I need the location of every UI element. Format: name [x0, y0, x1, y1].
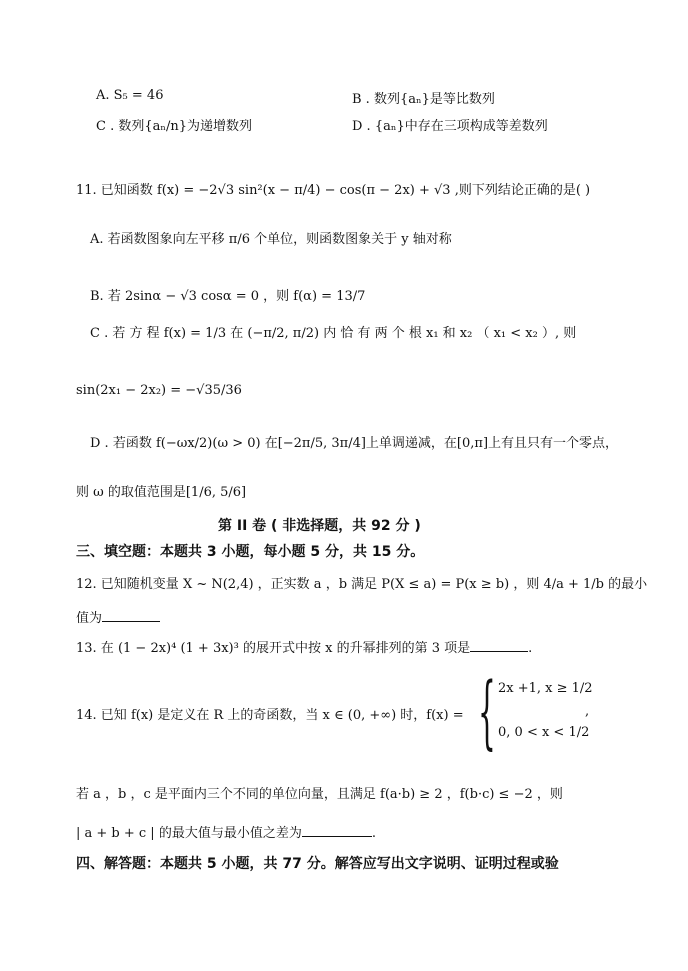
part2-title: 第 II 卷 ( 非选择题，共 92 分 ) [218, 518, 421, 534]
q10-option-d: D . {aₙ}中存在三项构成等差数列 [352, 119, 548, 134]
q12-line1: 12. 已知随机变量 X ~ N(2,4) ，正实数 a ，b 满足 P(X ≤ a) = P(x ≥ b) ，则 4/a + 1/b 的最小 [76, 577, 648, 592]
q11-option-a: A. 若函数图象向左平移 π/6 个单位，则函数图象关于 y 轴对称 [90, 232, 452, 247]
q13-text: 13. 在 (1 − 2x)⁴ (1 + 3x)³ 的展开式中按 x 的升幂排列的第 3 项是 [76, 641, 471, 656]
q11-stem: 11. 已知函数 f(x) = −2√3 sin²(x − π/4) − cos(π − 2x) + √3 ,则下列结论正确的是( ) [76, 183, 591, 198]
q12-line2 [76, 607, 160, 626]
q11-option-d-line1: D . 若函数 f(−ωx/2)(ω > 0) 在[−2π/5, 3π/4]上单调递减，在[0,π]上有且只有一个零点， [90, 436, 619, 451]
q14-line2: 若 a ，b ，c 是平面内三个不同的单位向量，且满足 f(a·b) ≥ 2 ，f(b·c) ≤ −2 ，则 [76, 787, 563, 802]
q14-line3-text: | a + b + c | 的最大值与最小值之差为 [76, 826, 302, 841]
q11-option-b: B. 若 2sinα − √3 cosα = 0 ，则 f(α) = 13/7 [90, 289, 366, 304]
section4-heading: 四、解答题：本题共 5 小题，共 77 分。解答应写出文字说明、证明过程或验 [76, 856, 559, 872]
q12-prefix: 值为 [76, 611, 103, 626]
q14-comma: , [585, 704, 590, 719]
q14-answer-blank[interactable] [302, 824, 372, 837]
q11-option-c-line2: sin(2x₁ − 2x₂) = −√35/36 [76, 383, 242, 398]
q10-option-b: B . 数列{aₙ}是等比数列 [352, 92, 495, 107]
q14-line3: | a + b + c | 的最大值与最小值之差为 . [76, 826, 376, 841]
q13-answer-blank[interactable] [470, 639, 528, 652]
q11-option-c-line1: C . 若 方 程 f(x) = 1/3 在 (−π/2, π/2) 内 恰 有 两 个 根 x₁ 和 x₂ （ x₁ < x₂ ）, 则 [90, 326, 577, 341]
q11-option-d-line2: 则 ω 的取值范围是[1/6, 5/6] [76, 485, 247, 500]
q14-case2: 0, 0 < x < 1/2 [498, 725, 590, 740]
q13: 13. 在 (1 − 2x)⁴ (1 + 3x)³ 的展开式中按 x 的升幂排列的第 3 项是 . [76, 641, 533, 656]
q14-piecewise-brace: { [478, 665, 496, 758]
q14-case1: 2x +1, x ≥ 1/2 [498, 681, 593, 696]
q12-answer-blank[interactable] [102, 609, 160, 622]
q14-line1: 14. 已知 f(x) 是定义在 R 上的奇函数，当 x ∈ (0, +∞) 时，f(x) = [76, 708, 464, 723]
q10-option-a: A. S₅ = 46 [96, 88, 164, 103]
section3-heading: 三、填空题：本题共 3 小题，每小题 5 分，共 15 分。 [76, 544, 425, 560]
q10-option-c: C . 数列{aₙ/n}为递增数列 [96, 119, 253, 134]
